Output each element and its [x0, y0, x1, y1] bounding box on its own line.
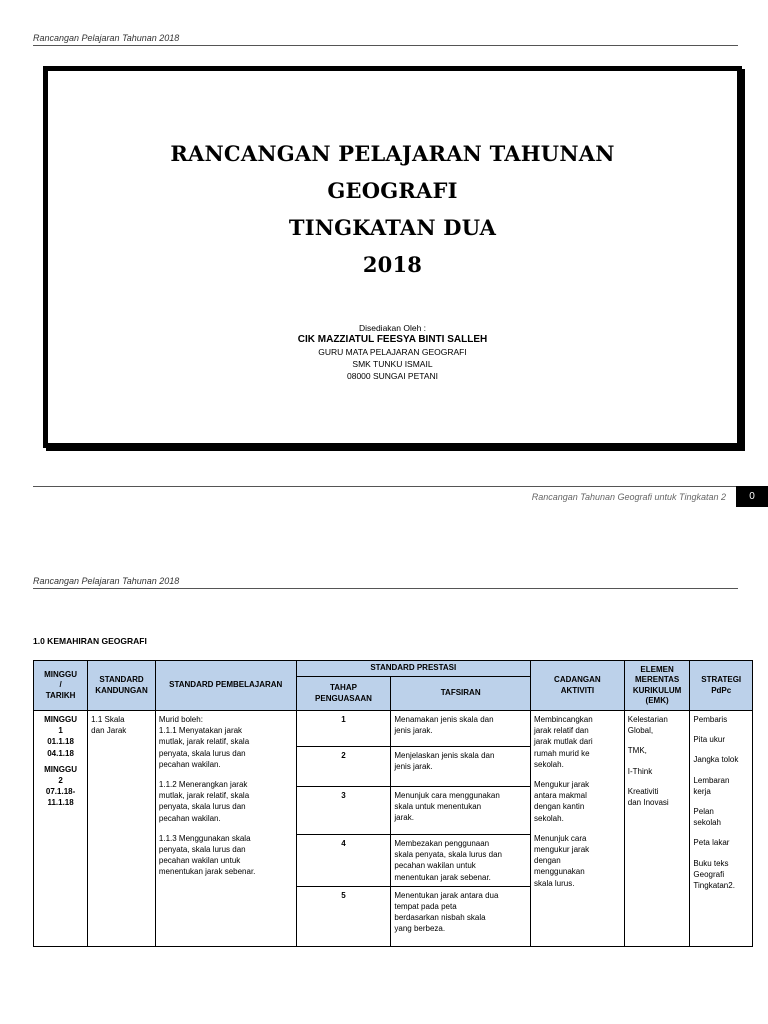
- col-tafsiran-header: TAFSIRAN: [391, 677, 531, 711]
- standard-kandungan-cell: 1.1 Skala dan Jarak: [88, 711, 156, 947]
- prepared-by-label: Disediakan Oleh :: [358, 323, 427, 333]
- cadangan-aktiviti-cell: Membincangkan jarak relatif dan jarak mutlak dari rumah murid ke sekolah. Mengukur jarak antara makmal dengan kantin sekolah. Menunjuk cara mengukur jarak dengan menggunakan skala lurus.: [531, 711, 625, 947]
- col-emk-header: ELEMEN MERENTAS KURIKULUM (EMK): [624, 661, 690, 711]
- author-name: CIK MAZZIATUL FEESYA BINTI SALLEH: [297, 334, 488, 345]
- cover-title-line-3: TINGKATAN DUA: [288, 215, 497, 240]
- tafsiran-3: Menunjuk cara menggunakan skala untuk menentukan jarak.: [391, 787, 531, 835]
- page2-header: Rancangan Pelajaran Tahunan 2018: [33, 576, 180, 586]
- strategi-cell: Pembaris Pita ukur Jangka tolok Lembaran kerja Pelan sekolah Peta lakar Buku teks Geografi Tingkatan2.: [690, 711, 753, 947]
- school-address: 08000 SUNGAI PETANI: [346, 371, 439, 381]
- tafsiran-4: Membezakan penggunaan skala penyata, skala lurus dan pecahan wakilan untuk menentukan jarak sebenar.: [391, 835, 531, 887]
- tahap-3: 3: [296, 787, 391, 835]
- cover-title-line-1: RANCANGAN PELAJARAN TAHUNAN: [170, 141, 615, 166]
- page-number-badge: 0: [736, 486, 768, 507]
- tafsiran-5: Menentukan jarak antara dua tempat pada peta berdasarkan nisbah skala yang berbeza.: [391, 886, 531, 946]
- col-tahap-header: TAHAP PENGUASAAN: [296, 677, 391, 711]
- col-strategi-header: STRATEGI PdPc: [690, 661, 753, 711]
- tahap-5: 5: [296, 886, 391, 946]
- standard-pembelajaran-cell: Murid boleh: 1.1.1 Menyatakan jarak mutlak, jarak relatif, skala penyata, skala lurus dan pecahan wakilan. 1.1.2 Menerangkan jarak mutlak, jarak relatif, skala penyata, skala lurus dan pecahan wakilan. 1.1.3 Menggunakan skala penyata, skala lurus dan pecahan wakilan untuk menentukan jarak sebenar.: [155, 711, 296, 947]
- tahap-4: 4: [296, 835, 391, 887]
- author-role: GURU MATA PELAJARAN GEOGRAFI: [318, 347, 467, 357]
- footer-rule: [33, 486, 738, 487]
- cover-box: [43, 66, 742, 448]
- header-rule: [33, 45, 738, 46]
- tahap-1: 1: [296, 711, 391, 747]
- page1-header: Rancangan Pelajaran Tahunan 2018: [33, 33, 180, 43]
- header-rule-2: [33, 588, 738, 589]
- tahap-2: 2: [296, 747, 391, 787]
- yearly-plan-table: [33, 660, 753, 947]
- section-title: 1.0 KEMAHIRAN GEOGRAFI: [33, 636, 147, 646]
- tafsiran-1: Menamakan jenis skala dan jenis jarak.: [391, 711, 531, 747]
- minggu-cell: MINGGU 1 01.1.18 04.1.18 MINGGU 2 07.1.18- 11.1.18: [34, 711, 88, 947]
- page1-footer: Rancangan Tahunan Geografi untuk Tingkatan 2: [531, 492, 726, 502]
- school-name: SMK TUNKU ISMAIL: [352, 359, 433, 369]
- cover-title-line-4: 2018: [362, 252, 423, 277]
- col-standard-kandungan-header: STANDARD KANDUNGAN: [88, 661, 156, 711]
- tafsiran-2: Menjelaskan jenis skala dan jenis jarak.: [391, 747, 531, 787]
- col-standard-pembelajaran-header: STANDARD PEMBELAJARAN: [155, 661, 296, 711]
- col-minggu-header: MINGGU / TARIKH: [34, 661, 88, 711]
- emk-cell: Kelestarian Global, TMK, I-Think Kreativiti dan Inovasi: [624, 711, 690, 947]
- cover-title-line-2: GEOGRAFI: [327, 178, 458, 203]
- col-standard-prestasi-header: STANDARD PRESTASI: [296, 661, 530, 677]
- col-cadangan-header: CADANGAN AKTIVITI: [531, 661, 625, 711]
